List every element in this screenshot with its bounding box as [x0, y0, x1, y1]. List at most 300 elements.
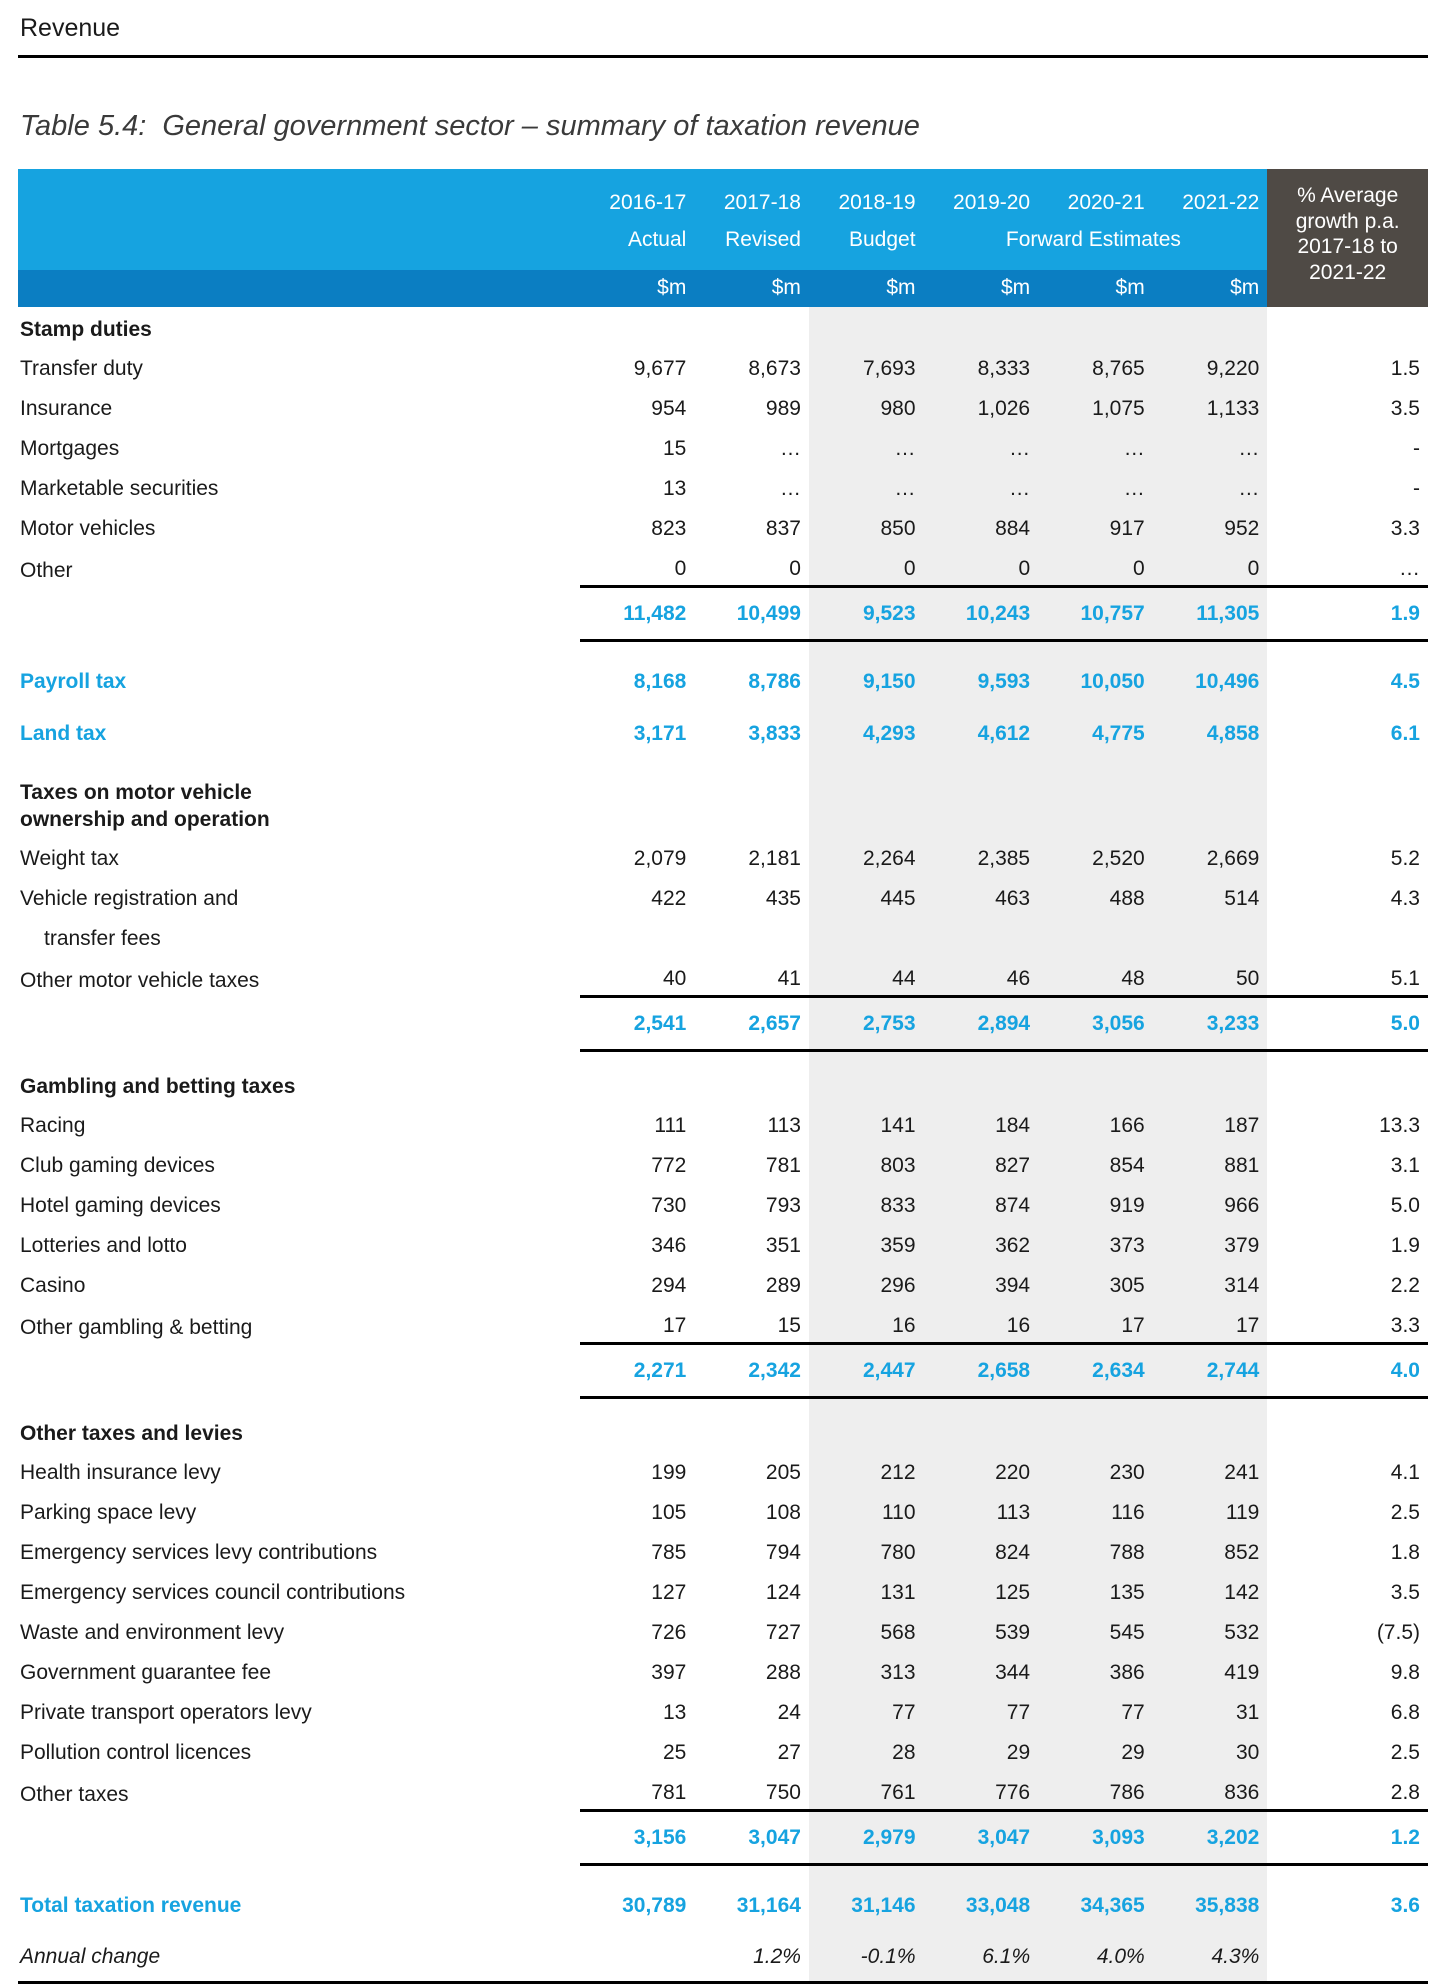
row-annual-change	[18, 1930, 1428, 1983]
cell-value: 44	[809, 955, 924, 997]
cell-growth: …	[1267, 545, 1428, 587]
cell-value: 27	[694, 1729, 809, 1769]
cell-growth: 4.5	[1267, 654, 1428, 706]
spacer-cell	[694, 1051, 809, 1065]
header-year-2020-21: 2020-21	[1038, 169, 1153, 220]
cell-value: 394	[924, 1262, 1039, 1302]
cell-value: 13	[580, 465, 695, 505]
row-land-tax	[18, 706, 1428, 758]
cell-value: 305	[1038, 1262, 1153, 1302]
cell-value: 105	[580, 1489, 695, 1529]
cell-value: 24	[694, 1689, 809, 1729]
cell-growth: (7.5)	[1267, 1609, 1428, 1649]
header-sub-actual: Actual	[580, 220, 695, 270]
spacer-cell	[18, 1051, 580, 1065]
cell-value: 31,146	[809, 1878, 924, 1930]
cell-value: 9,220	[1153, 345, 1268, 385]
header-sub-forward-estimates: Forward Estimates	[924, 220, 1268, 270]
cell-growth	[1267, 1411, 1428, 1449]
cell-value: 0	[1038, 545, 1153, 587]
spacer-cell	[924, 1398, 1039, 1412]
cell-growth: 1.2	[1267, 1811, 1428, 1865]
header-growth-column	[1267, 169, 1428, 307]
cell-value: 30,789	[580, 1878, 695, 1930]
cell-value: 135	[1038, 1569, 1153, 1609]
row-spacer	[18, 1865, 1428, 1879]
cell-value: 3,093	[1038, 1811, 1153, 1865]
cell-value	[580, 915, 695, 955]
row-label: Other taxes	[18, 1769, 580, 1811]
data-row	[18, 425, 1428, 465]
cell-value	[694, 307, 809, 345]
header-blank-corner-3	[18, 270, 580, 307]
cell-growth	[1267, 1930, 1428, 1983]
cell-value: 874	[924, 1182, 1039, 1222]
cell-value: 850	[809, 505, 924, 545]
cell-value	[924, 1064, 1039, 1102]
spacer-cell	[1267, 758, 1428, 770]
cell-value: 1.2%	[694, 1930, 809, 1983]
row-label-continuation: transfer fees	[18, 915, 580, 955]
cell-value: 776	[924, 1769, 1039, 1811]
spacer-cell	[1153, 1051, 1268, 1065]
cell-value: 4,858	[1153, 706, 1268, 758]
cell-value: 344	[924, 1649, 1039, 1689]
cell-value: 3,171	[580, 706, 695, 758]
cell-value: 2,520	[1038, 835, 1153, 875]
row-label: Marketable securities	[18, 465, 580, 505]
header-unit-5: $m	[1038, 270, 1153, 307]
cell-value: 2,658	[924, 1344, 1039, 1398]
cell-value: 881	[1153, 1142, 1268, 1182]
cell-value: 8,333	[924, 345, 1039, 385]
subtotal-row	[18, 587, 1428, 641]
cell-value: 199	[580, 1449, 695, 1489]
data-row	[18, 1182, 1428, 1222]
cell-growth: 13.3	[1267, 1102, 1428, 1142]
row-label: Other gambling & betting	[18, 1302, 580, 1344]
cell-value: 187	[1153, 1102, 1268, 1142]
cell-value: 288	[694, 1649, 809, 1689]
section-heading-other-taxes	[18, 1411, 1428, 1449]
cell-value: 0	[580, 545, 695, 587]
row-label: Other	[18, 545, 580, 587]
cell-value: 3,833	[694, 706, 809, 758]
cell-growth: -	[1267, 425, 1428, 465]
cell-value: 726	[580, 1609, 695, 1649]
cell-value: 989	[694, 385, 809, 425]
cell-value	[580, 307, 695, 345]
cell-value	[809, 1064, 924, 1102]
cell-value: 9,593	[924, 654, 1039, 706]
cell-value: 4.0%	[1038, 1930, 1153, 1983]
cell-value: 314	[1153, 1262, 1268, 1302]
cell-value: 0	[809, 545, 924, 587]
cell-value: 730	[580, 1182, 695, 1222]
cell-value: 41	[694, 955, 809, 997]
row-label: Other motor vehicle taxes	[18, 955, 580, 997]
row-label: Government guarantee fee	[18, 1649, 580, 1689]
cell-value: 794	[694, 1529, 809, 1569]
cell-value: 294	[580, 1262, 695, 1302]
row-label: Emergency services council contributions	[18, 1569, 580, 1609]
cell-value: 28	[809, 1729, 924, 1769]
spacer-cell	[580, 1865, 695, 1879]
cell-value: 2,181	[694, 835, 809, 875]
cell-value: 917	[1038, 505, 1153, 545]
data-row	[18, 545, 1428, 587]
cell-growth: 2.8	[1267, 1769, 1428, 1811]
cell-value: 379	[1153, 1222, 1268, 1262]
cell-value: 2,342	[694, 1344, 809, 1398]
cell-value: 373	[1038, 1222, 1153, 1262]
cell-value	[694, 770, 809, 808]
running-header: Revenue	[18, 0, 1428, 55]
cell-value: …	[1038, 465, 1153, 505]
row-label: Emergency services levy contributions	[18, 1529, 580, 1569]
cell-value: 2,271	[580, 1344, 695, 1398]
cell-value: 2,264	[809, 835, 924, 875]
cell-value: …	[694, 425, 809, 465]
spacer-cell	[1267, 1051, 1428, 1065]
data-row	[18, 955, 1428, 997]
cell-value: 435	[694, 875, 809, 915]
subtotal-label	[18, 1344, 580, 1398]
cell-growth: 3.1	[1267, 1142, 1428, 1182]
cell-value: 9,150	[809, 654, 924, 706]
cell-growth: 2.5	[1267, 1489, 1428, 1529]
table-caption-text: General government sector – summary of taxation revenue	[162, 110, 920, 142]
row-label: Pollution control licences	[18, 1729, 580, 1769]
row-label: Transfer duty	[18, 345, 580, 385]
cell-value	[1038, 1411, 1153, 1449]
row-label: Weight tax	[18, 835, 580, 875]
row-label: Insurance	[18, 385, 580, 425]
table-body	[18, 307, 1428, 1984]
cell-value: 2,669	[1153, 835, 1268, 875]
spacer-cell	[809, 1051, 924, 1065]
header-unit-6: $m	[1153, 270, 1268, 307]
cell-value	[1153, 770, 1268, 808]
data-row	[18, 1489, 1428, 1529]
cell-value: 289	[694, 1262, 809, 1302]
cell-value: 17	[1153, 1302, 1268, 1344]
header-blank-corner	[18, 169, 580, 220]
row-total-taxation-revenue	[18, 1878, 1428, 1930]
cell-value: 1,075	[1038, 385, 1153, 425]
header-unit-2: $m	[694, 270, 809, 307]
subtotal-row	[18, 1811, 1428, 1865]
row-label: Waste and environment levy	[18, 1609, 580, 1649]
subtotal-row	[18, 1344, 1428, 1398]
row-payroll-tax	[18, 654, 1428, 706]
cell-value: 125	[924, 1569, 1039, 1609]
table-caption-label: Table 5.4:	[20, 110, 146, 142]
spacer-cell	[1267, 1865, 1428, 1879]
row-label: Payroll tax	[18, 654, 580, 706]
spacer-cell	[1153, 758, 1268, 770]
cell-value: 852	[1153, 1529, 1268, 1569]
row-label: Land tax	[18, 706, 580, 758]
spacer-cell	[809, 1865, 924, 1879]
cell-value: 2,385	[924, 835, 1039, 875]
cell-value: 827	[924, 1142, 1039, 1182]
cell-value: 31,164	[694, 1878, 809, 1930]
cell-value: 824	[924, 1529, 1039, 1569]
row-label: Stamp duties	[18, 307, 580, 345]
row-label: Mortgages	[18, 425, 580, 465]
cell-value	[580, 770, 695, 808]
cell-value: 422	[580, 875, 695, 915]
cell-growth: 1.8	[1267, 1529, 1428, 1569]
cell-growth	[1267, 307, 1428, 345]
cell-value: 793	[694, 1182, 809, 1222]
spacer-cell	[924, 1051, 1039, 1065]
cell-value: 116	[1038, 1489, 1153, 1529]
cell-value: 16	[924, 1302, 1039, 1344]
cell-value: 980	[809, 385, 924, 425]
cell-growth: -	[1267, 465, 1428, 505]
cell-growth: 1.9	[1267, 587, 1428, 641]
cell-value: 514	[1153, 875, 1268, 915]
row-label: Other taxes and levies	[18, 1411, 580, 1449]
spacer-cell	[924, 641, 1039, 655]
cell-value: 50	[1153, 955, 1268, 997]
data-row	[18, 1529, 1428, 1569]
cell-value: 0	[1153, 545, 1268, 587]
cell-growth: 5.0	[1267, 1182, 1428, 1222]
cell-value: 113	[924, 1489, 1039, 1529]
spacer-cell	[18, 758, 580, 770]
cell-value: 77	[809, 1689, 924, 1729]
cell-value: 966	[1153, 1182, 1268, 1222]
cell-value: 952	[1153, 505, 1268, 545]
cell-value: …	[1153, 465, 1268, 505]
cell-growth: 3.5	[1267, 385, 1428, 425]
cell-value: 241	[1153, 1449, 1268, 1489]
header-year-2017-18: 2017-18	[694, 169, 809, 220]
growth-head-line-1: % Average	[1277, 183, 1418, 209]
spacer-cell	[18, 641, 580, 655]
cell-value: 8,168	[580, 654, 695, 706]
row-label: Private transport operators levy	[18, 1689, 580, 1729]
cell-value	[809, 770, 924, 808]
row-label: Motor vehicles	[18, 505, 580, 545]
cell-value	[924, 808, 1039, 835]
row-label: Gambling and betting taxes	[18, 1064, 580, 1102]
data-row	[18, 345, 1428, 385]
cell-value: 10,499	[694, 587, 809, 641]
cell-value: 4,293	[809, 706, 924, 758]
cell-value: 6.1%	[924, 1930, 1039, 1983]
cell-value: 142	[1153, 1569, 1268, 1609]
cell-growth: 3.5	[1267, 1569, 1428, 1609]
cell-growth: 1.5	[1267, 345, 1428, 385]
spacer-cell	[1153, 641, 1268, 655]
cell-value: 0	[924, 545, 1039, 587]
header-unit-1: $m	[580, 270, 695, 307]
cell-value: 108	[694, 1489, 809, 1529]
cell-value: 77	[1038, 1689, 1153, 1729]
row-label: Vehicle registration and	[18, 875, 580, 915]
header-row-units	[18, 270, 1428, 307]
section-heading-motor-vehicle-2	[18, 808, 1428, 835]
section-heading-stamp-duties	[18, 307, 1428, 345]
cell-value: 386	[1038, 1649, 1153, 1689]
cell-value: 16	[809, 1302, 924, 1344]
cell-value: 8,673	[694, 345, 809, 385]
cell-value: 785	[580, 1529, 695, 1569]
cell-value: 772	[580, 1142, 695, 1182]
cell-value: 954	[580, 385, 695, 425]
spacer-cell	[924, 758, 1039, 770]
cell-value	[809, 915, 924, 955]
data-row	[18, 875, 1428, 915]
spacer-cell	[694, 758, 809, 770]
row-label: Health insurance levy	[18, 1449, 580, 1489]
cell-value	[694, 1064, 809, 1102]
spacer-cell	[1038, 758, 1153, 770]
cell-value: …	[1038, 425, 1153, 465]
table-caption	[18, 58, 1428, 169]
growth-head-line-3: 2017-18 to	[1277, 234, 1418, 260]
cell-value: 7,693	[809, 345, 924, 385]
cell-value: 3,156	[580, 1811, 695, 1865]
cell-value: 9,523	[809, 587, 924, 641]
cell-value: 119	[1153, 1489, 1268, 1529]
data-row	[18, 1729, 1428, 1769]
cell-value: 3,056	[1038, 997, 1153, 1051]
header-sub-revised: Revised	[694, 220, 809, 270]
cell-value: 833	[809, 1182, 924, 1222]
cell-value: 15	[580, 425, 695, 465]
header-year-2021-22: 2021-22	[1153, 169, 1268, 220]
cell-growth: 4.0	[1267, 1344, 1428, 1398]
cell-value: 124	[694, 1569, 809, 1609]
data-row	[18, 835, 1428, 875]
cell-value: 2,541	[580, 997, 695, 1051]
cell-value	[694, 808, 809, 835]
cell-value: …	[809, 425, 924, 465]
spacer-cell	[809, 758, 924, 770]
cell-value	[809, 1411, 924, 1449]
cell-value: 34,365	[1038, 1878, 1153, 1930]
cell-value: 3,047	[694, 1811, 809, 1865]
cell-value: 77	[924, 1689, 1039, 1729]
cell-value: 184	[924, 1102, 1039, 1142]
cell-value: 2,979	[809, 1811, 924, 1865]
cell-value: 2,447	[809, 1344, 924, 1398]
spacer-cell	[580, 758, 695, 770]
cell-value: 445	[809, 875, 924, 915]
cell-value: 10,496	[1153, 654, 1268, 706]
cell-value: 397	[580, 1649, 695, 1689]
row-label: Casino	[18, 1262, 580, 1302]
cell-value: 141	[809, 1102, 924, 1142]
table-header	[18, 169, 1428, 307]
cell-value	[924, 307, 1039, 345]
cell-value: 9,677	[580, 345, 695, 385]
header-blank-corner-2	[18, 220, 580, 270]
cell-value: 10,757	[1038, 587, 1153, 641]
row-label: Taxes on motor vehicle	[18, 770, 580, 808]
cell-value: 10,050	[1038, 654, 1153, 706]
spacer-cell	[1038, 1051, 1153, 1065]
header-year-2016-17: 2016-17	[580, 169, 695, 220]
cell-value	[1038, 915, 1153, 955]
cell-growth: 1.9	[1267, 1222, 1428, 1262]
cell-value: 25	[580, 1729, 695, 1769]
header-year-2018-19: 2018-19	[809, 169, 924, 220]
cell-value: 296	[809, 1262, 924, 1302]
cell-value: 131	[809, 1569, 924, 1609]
row-label: Total taxation revenue	[18, 1878, 580, 1930]
cell-growth: 4.1	[1267, 1449, 1428, 1489]
data-row	[18, 1222, 1428, 1262]
cell-value: 220	[924, 1449, 1039, 1489]
growth-head-line-2: growth p.a.	[1277, 209, 1418, 235]
cell-growth: 6.1	[1267, 706, 1428, 758]
cell-value: 4,612	[924, 706, 1039, 758]
cell-value: 212	[809, 1449, 924, 1489]
cell-value: 127	[580, 1569, 695, 1609]
cell-growth	[1267, 808, 1428, 835]
cell-value	[1153, 1411, 1268, 1449]
cell-value: 11,305	[1153, 587, 1268, 641]
cell-value: 30	[1153, 1729, 1268, 1769]
header-row-years	[18, 169, 1428, 220]
cell-value	[1153, 808, 1268, 835]
spacer-cell	[694, 1398, 809, 1412]
row-label: Parking space levy	[18, 1489, 580, 1529]
cell-value: 11,482	[580, 587, 695, 641]
row-spacer	[18, 758, 1428, 770]
header-sub-budget: Budget	[809, 220, 924, 270]
subtotal-label	[18, 587, 580, 641]
cell-growth: 5.0	[1267, 997, 1428, 1051]
cell-value: 532	[1153, 1609, 1268, 1649]
cell-value: 29	[924, 1729, 1039, 1769]
cell-value: 29	[1038, 1729, 1153, 1769]
cell-value: …	[924, 425, 1039, 465]
cell-value	[809, 808, 924, 835]
cell-value	[1038, 770, 1153, 808]
subtotal-row	[18, 997, 1428, 1051]
cell-growth: 5.2	[1267, 835, 1428, 875]
row-spacer	[18, 641, 1428, 655]
row-label: Annual change	[18, 1930, 580, 1983]
cell-value: 110	[809, 1489, 924, 1529]
growth-head-line-4: 2021-22	[1277, 260, 1418, 286]
header-row-subtitles	[18, 220, 1428, 270]
data-row	[18, 505, 1428, 545]
cell-value: 545	[1038, 1609, 1153, 1649]
row-label: ownership and operation	[18, 808, 580, 835]
cell-value: 33,048	[924, 1878, 1039, 1930]
cell-value: …	[694, 465, 809, 505]
spacer-cell	[1038, 1865, 1153, 1879]
cell-value: 8,786	[694, 654, 809, 706]
spacer-cell	[809, 641, 924, 655]
cell-value: …	[1153, 425, 1268, 465]
spacer-cell	[809, 1398, 924, 1412]
cell-value: 3,202	[1153, 1811, 1268, 1865]
cell-value: …	[924, 465, 1039, 505]
row-spacer	[18, 1398, 1428, 1412]
cell-value	[1153, 307, 1268, 345]
cell-value	[694, 915, 809, 955]
cell-value: 803	[809, 1142, 924, 1182]
